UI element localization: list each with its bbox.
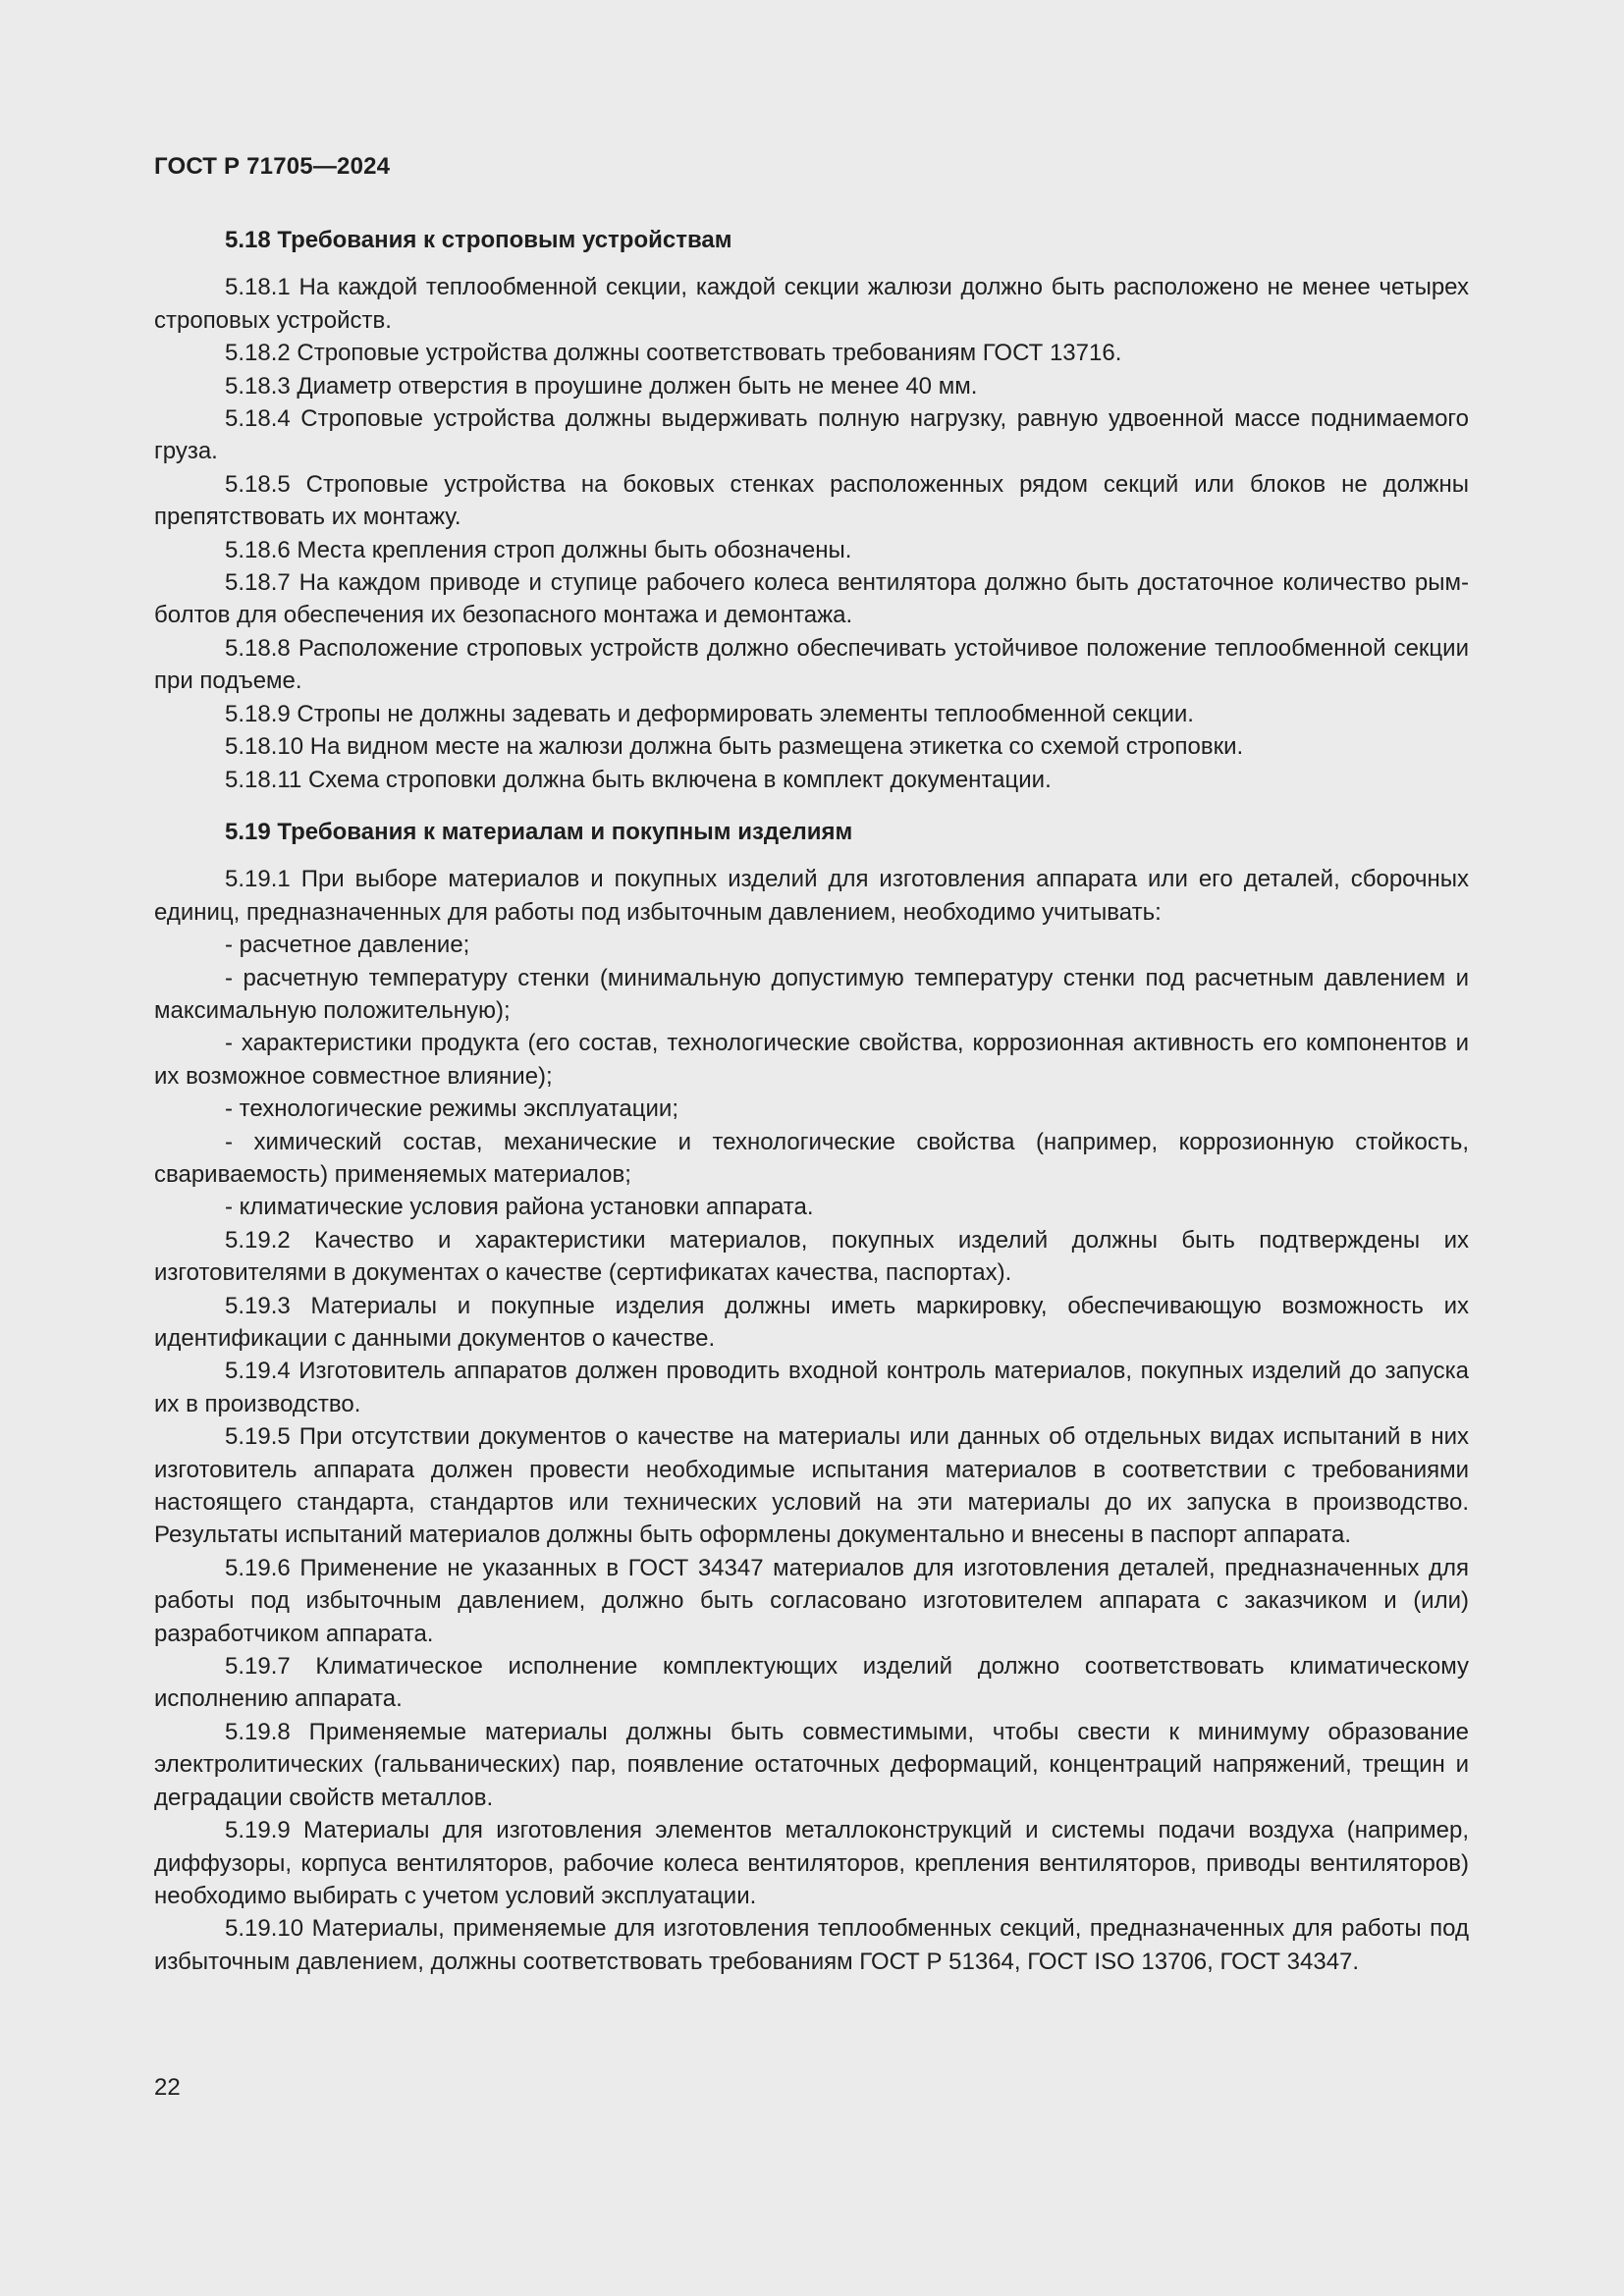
paragraph-5-18-8: 5.18.8 Расположение строповых устройств должно обеспечивать устойчивое положение теплообменной секции при подъеме.	[154, 634, 1469, 695]
document-body	[154, 224, 1469, 1978]
paragraph-5-18-10: 5.18.10 На видном месте на жалюзи должна быть размещена этикетка со схемой строповки.	[225, 733, 1244, 761]
paragraph-5-19-3: 5.19.3 Материалы и покупные изделия должны иметь маркировку, обеспечивающую возможность их идентификации с данными документов о качестве.	[154, 1292, 1469, 1352]
list-item-product-characteristics: - характеристики продукта (его состав, технологические свойства, коррозионная активность его компонентов и их возможное совместное влияние);	[154, 1030, 1469, 1090]
paragraph-5-19-6: 5.19.6 Применение не указанных в ГОСТ 34347 материалов для изготовления деталей, предназначенных для работы под избыточным давлением, должно быть согласовано изготовителем аппарата с заказчиком и (или) разработчиком аппарата.	[154, 1554, 1469, 1647]
section-title-5-19: 5.19 Требования к материалам и покупным изделиям	[225, 818, 853, 845]
paragraph-5-18-4: 5.18.4 Строповые устройства должны выдерживать полную нагрузку, равную удвоенной массе поднимаемого груза.	[154, 405, 1469, 465]
paragraph-5-19-2: 5.19.2 Качество и характеристики материалов, покупных изделий должны быть подтверждены их изготовителями в документах о качестве (сертификатах качества, паспортах).	[154, 1226, 1469, 1287]
paragraph-5-19-4: 5.19.4 Изготовитель аппаратов должен проводить входной контроль материалов, покупных изделий до запуска их в производство.	[154, 1358, 1469, 1417]
page-number: 22	[154, 2074, 181, 2101]
document-code-header: ГОСТ Р 71705—2024	[154, 153, 391, 180]
paragraph-5-19-5: 5.19.5 При отсутствии документов о качестве на материалы или данных об отдельных видах испытаний в них изготовитель аппарата должен провести необходимые испытания материалов в соответствии с требованиями настоящего стандарта, стандартов или технических условий на эти материалы до их запуска в производство. Результаты испытаний материалов должны быть оформлены документально и внесены в паспорт аппарата.	[154, 1423, 1469, 1549]
list-item-material-properties: - химический состав, механические и технологические свойства (например, коррозионную стойкость, свариваемость) применяемых материалов;	[154, 1128, 1469, 1188]
paragraph-5-18-5: 5.18.5 Строповые устройства на боковых стенках расположенных рядом секций или блоков не должны препятствовать их монтажу.	[154, 470, 1469, 531]
list-item-wall-temperature: - расчетную температуру стенки (минимальную допустимую температуру стенки под расчетным давлением и максимальную положительную);	[154, 964, 1469, 1024]
paragraph-5-18-1: 5.18.1 На каждой теплообменной секции, каждой секции жалюзи должно быть расположено не менее четырех строповых устройств.	[154, 274, 1469, 334]
paragraph-5-18-7: 5.18.7 На каждом приводе и ступице рабочего колеса вентилятора должно быть достаточное количество рым-болтов для обеспечения их безопасного монтажа и демонтажа.	[154, 569, 1469, 629]
section-title-5-18: 5.18 Требования к строповым устройствам	[225, 227, 732, 253]
paragraph-5-19-9: 5.19.9 Материалы для изготовления элементов металлоконструкций и системы подачи воздуха (например, диффузоры, корпуса вентиляторов, рабочие колеса вентиляторов, крепления вентиляторов, приводы вентиляторов) необходимо выбирать с учетом условий эксплуатации.	[154, 1817, 1469, 1909]
paragraph-5-18-3: 5.18.3 Диаметр отверстия в проушине должен быть не менее 40 мм.	[225, 372, 978, 400]
paragraph-5-18-11: 5.18.11 Схема строповки должна быть включена в комплект документации.	[225, 766, 1052, 793]
list-item-climate-conditions: - климатические условия района установки аппарата.	[225, 1194, 814, 1221]
paragraph-5-19-8: 5.19.8 Применяемые материалы должны быть совместимыми, чтобы свести к минимуму образование электролитических (гальванических) пар, появление остаточных деформаций, концентраций напряжений, трещин и деградации свойств металлов.	[154, 1718, 1469, 1811]
paragraph-5-18-2: 5.18.2 Строповые устройства должны соответствовать требованиям ГОСТ 13716.	[225, 340, 1122, 367]
paragraph-5-18-9: 5.18.9 Стропы не должны задевать и деформировать элементы теплообменной секции.	[225, 700, 1194, 727]
list-item-operating-modes: - технологические режимы эксплуатации;	[225, 1095, 678, 1123]
paragraph-5-18-6: 5.18.6 Места крепления строп должны быть обозначены.	[225, 536, 852, 563]
list-item-design-pressure: - расчетное давление;	[225, 932, 470, 959]
paragraph-5-19-10: 5.19.10 Материалы, применяемые для изготовления теплообменных секций, предназначенных для работы под избыточным давлением, должны соответствовать требованиям ГОСТ Р 51364, ГОСТ ISO 13706, ГОСТ 34347.	[154, 1915, 1469, 1975]
paragraph-5-19-7: 5.19.7 Климатическое исполнение комплектующих изделий должно соответствовать климатическому исполнению аппарата.	[154, 1653, 1469, 1713]
paragraph-5-19-1: 5.19.1 При выборе материалов и покупных изделий для изготовления аппарата или его деталей, сборочных единиц, предназначенных для работы под избыточным давлением, необходимо учитывать:	[154, 866, 1469, 926]
